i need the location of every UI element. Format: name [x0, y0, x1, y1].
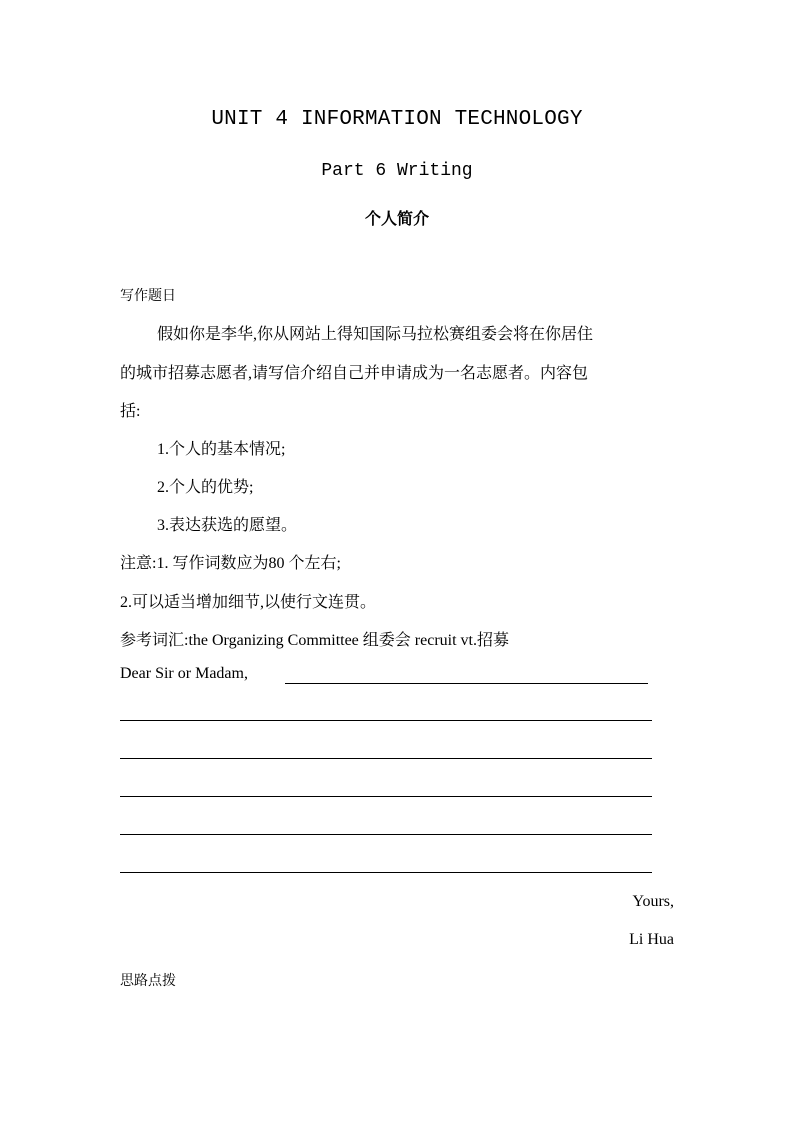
- letter-signature: Li Hua: [629, 931, 674, 948]
- writing-line: [120, 834, 652, 835]
- tips-heading: 思路点拨: [120, 973, 176, 989]
- prompt-intro-line3: 括:: [120, 403, 141, 420]
- part-heading: Part 6 Writing: [321, 161, 473, 181]
- prompt-item: 1.个人的基本情况;: [157, 441, 286, 458]
- writing-line: [120, 872, 652, 873]
- writing-line: [120, 758, 652, 759]
- section-subtitle: 个人简介: [364, 209, 429, 228]
- note-details: 2.可以适当增加细节,以使行文连贯。: [120, 594, 377, 611]
- writing-line: [285, 683, 648, 684]
- letter-closing: Yours,: [632, 893, 674, 910]
- writing-line: [120, 796, 652, 797]
- prompt-heading: 写作题日: [120, 288, 176, 304]
- note-word-count: 注意:1. 写作词数应为80 个左右;: [120, 555, 341, 572]
- letter-greeting: Dear Sir or Madam,: [120, 665, 248, 682]
- page-title: UNIT 4 INFORMATION TECHNOLOGY: [211, 108, 583, 131]
- prompt-item: 2.个人的优势;: [157, 479, 254, 496]
- writing-line: [120, 720, 652, 721]
- reference-vocabulary: 参考词汇:the Organizing Committee 组委会 recruit vt.招募: [120, 632, 509, 649]
- prompt-intro-line2: 的城市招募志愿者,请写信介绍自己并申请成为一名志愿者。内容包: [120, 365, 589, 382]
- prompt-intro-line1: 假如你是李华,你从网站上得知国际马拉松赛组委会将在你居住: [157, 326, 594, 343]
- prompt-item: 3.表达获选的愿望。: [157, 517, 298, 534]
